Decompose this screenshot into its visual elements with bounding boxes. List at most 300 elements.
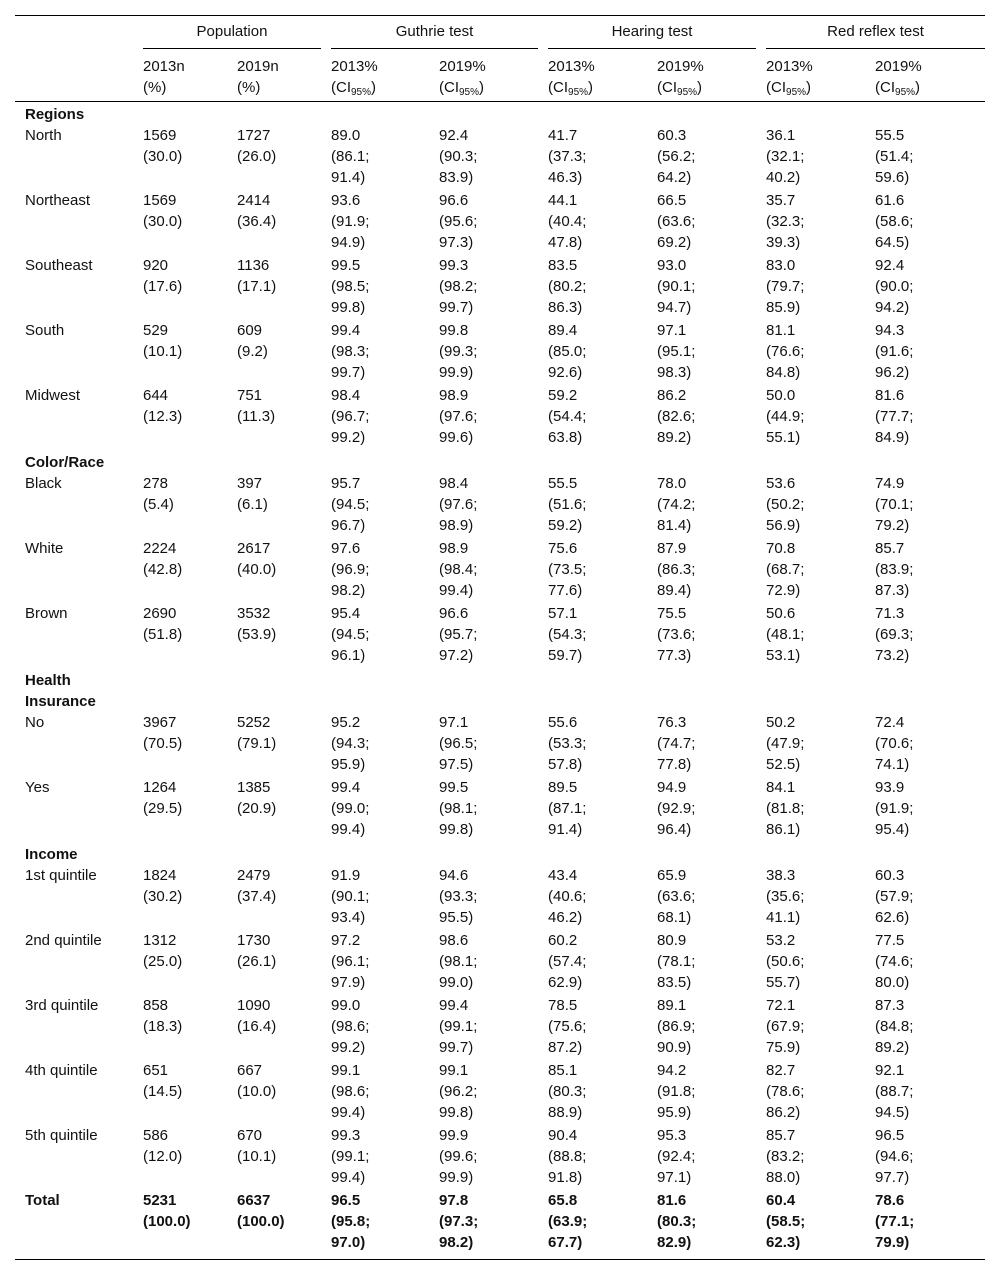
cell-value: 59.7)	[548, 647, 583, 664]
empty-cell	[647, 450, 756, 473]
cell-value: (96.5;	[439, 735, 478, 752]
empty-cell	[647, 668, 756, 712]
sub-header-year: 2019	[439, 58, 473, 75]
cell-value: (56.2;	[657, 148, 696, 165]
table-cell	[133, 473, 227, 538]
table-cell	[227, 777, 321, 842]
cell-value: 95.9)	[331, 756, 366, 773]
cell-value: (73.6;	[657, 626, 696, 643]
cell-value: (17.6)	[143, 278, 183, 295]
sub-header-unit: n	[270, 58, 279, 75]
cell-value: 1312	[143, 932, 177, 949]
group-header	[321, 16, 538, 50]
cell-value: 43.4	[548, 867, 578, 884]
cell-value: 94.2	[657, 1062, 687, 1079]
cell-value: 529	[143, 322, 169, 339]
cell-value: 96.4)	[657, 821, 692, 838]
cell-value: (98.1;	[439, 800, 478, 817]
table-cell	[756, 190, 865, 255]
cell-value: 59.2	[548, 387, 578, 404]
empty-cell	[865, 102, 985, 126]
cell-value: 95.9)	[657, 1104, 692, 1121]
cell-value: 99.5	[439, 779, 469, 796]
cell-value: (78.1;	[657, 953, 696, 970]
table-cell	[756, 125, 865, 190]
row-label: Brown	[25, 605, 68, 622]
cell-value: (85.0;	[548, 343, 587, 360]
cell-value: 99.1	[331, 1062, 361, 1079]
cell-value: 97.9)	[331, 974, 366, 991]
sub-header	[321, 49, 429, 102]
cell-value: 97.3)	[439, 234, 474, 251]
cell-value: 99.0	[331, 997, 361, 1014]
cell-value: (99.1;	[439, 1018, 478, 1035]
cell-value: (83.2;	[766, 1148, 805, 1165]
table-cell	[538, 255, 647, 320]
table-cell	[133, 865, 227, 930]
cell-value: (53.9)	[237, 626, 277, 643]
cell-value: 44.1	[548, 192, 578, 209]
cell-value: (70.5)	[143, 735, 183, 752]
table-cell	[756, 777, 865, 842]
cell-value: 61.6	[875, 192, 905, 209]
table-cell	[321, 995, 429, 1060]
cell-value: (90.1;	[331, 888, 370, 905]
cell-value: 89.1	[657, 997, 687, 1014]
group-header-label: Red reflex test	[766, 16, 985, 49]
cell-value: 95.5)	[439, 909, 474, 926]
cell-value: 89.4	[548, 322, 578, 339]
cell-value: (68.7;	[766, 561, 805, 578]
cell-value: (77.7;	[875, 408, 914, 425]
cell-value: 84.1	[766, 779, 796, 796]
cell-value: (96.9;	[331, 561, 370, 578]
table-cell	[429, 1125, 538, 1190]
table-cell	[227, 603, 321, 668]
section-header-row	[15, 102, 985, 126]
cell-value: 90.9)	[657, 1039, 692, 1056]
table-cell	[865, 190, 985, 255]
table-cell	[133, 1060, 227, 1125]
cell-value: 55.1)	[766, 429, 801, 446]
empty-cell	[865, 842, 985, 865]
cell-value: (94.5;	[331, 496, 370, 513]
table-row	[15, 1060, 985, 1125]
table-cell	[756, 603, 865, 668]
empty-cell	[133, 842, 227, 865]
table-cell	[538, 930, 647, 995]
table-cell	[647, 712, 756, 777]
cell-value: (50.6;	[766, 953, 805, 970]
cell-value: 98.9)	[439, 517, 474, 534]
row-label: 4th quintile	[25, 1062, 98, 1079]
cell-value: 68.1)	[657, 909, 692, 926]
cell-value: (10.0)	[237, 1083, 277, 1100]
section-title: Regions	[25, 106, 85, 123]
table-row	[15, 385, 985, 450]
cell-value: 87.9	[657, 540, 687, 557]
cell-value: (57.9;	[875, 888, 914, 905]
cell-value: 99.3	[439, 257, 469, 274]
cell-value: 72.1	[766, 997, 796, 1014]
table-cell	[647, 538, 756, 603]
cell-value: (97.3;	[439, 1213, 479, 1230]
cell-value: 53.2	[766, 932, 796, 949]
sub-header-close: )	[697, 79, 703, 96]
cell-value: 55.7)	[766, 974, 801, 991]
cell-value: (50.2;	[766, 496, 805, 513]
table-cell	[865, 930, 985, 995]
sub-header-detail: (CI	[657, 79, 678, 96]
sub-header-unit: %	[364, 58, 378, 75]
cell-value: 99.4	[331, 779, 361, 796]
cell-value: (76.6;	[766, 343, 805, 360]
cell-value: 65.9	[657, 867, 687, 884]
cell-value: 96.1)	[331, 647, 366, 664]
empty-cell	[647, 842, 756, 865]
cell-value: 39.3)	[766, 234, 801, 251]
table-cell	[647, 125, 756, 190]
table-cell	[756, 538, 865, 603]
group-header-label: Population	[143, 16, 321, 49]
cell-value: 83.0	[766, 257, 796, 274]
cell-value: (70.1;	[875, 496, 914, 513]
table-cell	[538, 190, 647, 255]
table-cell	[538, 320, 647, 385]
cell-value: (12.0)	[143, 1148, 183, 1165]
table-cell	[321, 473, 429, 538]
cell-value: 60.4	[766, 1192, 796, 1209]
table-cell	[429, 385, 538, 450]
table-cell	[647, 1125, 756, 1190]
cell-value: (58.6;	[875, 213, 914, 230]
cell-value: 85.1	[548, 1062, 578, 1079]
table-cell	[321, 865, 429, 930]
cell-value: 82.9)	[657, 1234, 692, 1251]
sub-header-year: 2019	[657, 58, 691, 75]
section-title: Income	[25, 846, 78, 863]
sub-header-unit: %	[472, 58, 486, 75]
cell-value: 94.6	[439, 867, 469, 884]
cell-value: 80.0)	[875, 974, 910, 991]
cell-value: 75.5	[657, 605, 687, 622]
cell-value: 3967	[143, 714, 177, 731]
table-cell	[538, 777, 647, 842]
cell-value: 75.6	[548, 540, 578, 557]
row-label: White	[25, 540, 64, 557]
cell-value: 1730	[237, 932, 271, 949]
cell-value: 72.4	[875, 714, 905, 731]
row-label: 3rd quintile	[25, 997, 99, 1014]
cell-value: 99.8)	[439, 821, 474, 838]
cell-value: (79.7;	[766, 278, 805, 295]
table-cell	[865, 385, 985, 450]
cell-value: (94.5;	[331, 626, 370, 643]
cell-value: (40.0)	[237, 561, 277, 578]
table-header	[15, 16, 985, 102]
cell-value: 92.6)	[548, 364, 583, 381]
table-cell	[321, 712, 429, 777]
cell-value: 99.7)	[331, 364, 366, 381]
empty-cell	[429, 450, 538, 473]
cell-value: 88.9)	[548, 1104, 583, 1121]
cell-value: 97.8	[439, 1192, 469, 1209]
cell-value: 66.5	[657, 192, 687, 209]
cell-value: 98.3)	[657, 364, 692, 381]
cell-value: 50.6	[766, 605, 796, 622]
cell-value: 97.1	[657, 322, 687, 339]
row-label: South	[25, 322, 65, 339]
cell-value: (93.3;	[439, 888, 478, 905]
cell-value: 86.2)	[766, 1104, 801, 1121]
cell-value: (75.6;	[548, 1018, 587, 1035]
cell-value: 64.2)	[657, 169, 692, 186]
table-cell	[865, 865, 985, 930]
cell-value: 5231	[143, 1192, 177, 1209]
cell-value: 920	[143, 257, 169, 274]
cell-value: (80.3;	[657, 1213, 697, 1230]
cell-value: 2690	[143, 605, 177, 622]
cell-value: (67.9;	[766, 1018, 805, 1035]
row-label: Yes	[25, 779, 50, 796]
cell-value: 94.5)	[875, 1104, 910, 1121]
cell-value: 79.9)	[875, 1234, 910, 1251]
cell-value: 67.7)	[548, 1234, 583, 1251]
table-cell	[321, 777, 429, 842]
corner-cell	[15, 16, 133, 50]
cell-value: 99.4)	[331, 821, 366, 838]
empty-cell	[133, 668, 227, 712]
table-cell	[227, 712, 321, 777]
cell-value: 70.8	[766, 540, 796, 557]
cell-value: (30.0)	[143, 148, 183, 165]
cell-value: (98.6;	[331, 1018, 370, 1035]
cell-value: (17.1)	[237, 278, 277, 295]
table-row	[15, 930, 985, 995]
table-cell	[538, 125, 647, 190]
cell-value: 97.7)	[875, 1169, 910, 1186]
sub-header-year: 2013	[766, 58, 800, 75]
empty-cell	[321, 842, 429, 865]
table-cell	[865, 538, 985, 603]
cell-value: (53.3;	[548, 735, 587, 752]
table-cell	[647, 320, 756, 385]
group-header-label: Hearing test	[548, 16, 756, 49]
sub-header	[133, 49, 227, 102]
cell-value: 5252	[237, 714, 271, 731]
cell-value: (95.7;	[439, 626, 478, 643]
cell-value: 74.9	[875, 475, 905, 492]
cell-value: 95.7	[331, 475, 361, 492]
sub-header-detail: (CI	[548, 79, 569, 96]
group-header	[538, 16, 756, 50]
empty-cell	[321, 450, 429, 473]
sub-header-close: )	[371, 79, 377, 96]
sub-header-close: )	[806, 79, 812, 96]
cell-value: 1090	[237, 997, 271, 1014]
cell-value: 60.2	[548, 932, 578, 949]
cell-value: 40.2)	[766, 169, 801, 186]
empty-cell	[865, 668, 985, 712]
table-cell	[865, 473, 985, 538]
table-cell	[429, 930, 538, 995]
sub-header-detail: (CI	[875, 79, 896, 96]
table-cell	[865, 1060, 985, 1125]
cell-value: (80.2;	[548, 278, 587, 295]
sub-header-year: 2019	[237, 58, 271, 75]
cell-value: 36.1	[766, 127, 796, 144]
cell-value: (88.7;	[875, 1083, 914, 1100]
cell-value: (78.6;	[766, 1083, 805, 1100]
table-cell	[647, 1190, 756, 1260]
group-header-label: Guthrie test	[331, 16, 538, 49]
cell-value: 3532	[237, 605, 271, 622]
cell-value: (70.6;	[875, 735, 914, 752]
table-cell	[227, 125, 321, 190]
cell-value: 84.9)	[875, 429, 910, 446]
cell-value: (98.3;	[331, 343, 370, 360]
cell-value: (80.3;	[548, 1083, 587, 1100]
cell-value: 2224	[143, 540, 177, 557]
table-cell	[756, 255, 865, 320]
cell-value: (98.2;	[439, 278, 478, 295]
cell-value: (10.1)	[237, 1148, 277, 1165]
ci-subscript: 95%	[459, 87, 480, 98]
table-cell	[865, 777, 985, 842]
cell-value: 96.6	[439, 605, 469, 622]
cell-value: (99.0;	[331, 800, 370, 817]
cell-value: (40.4;	[548, 213, 587, 230]
cell-value: 99.4)	[331, 1104, 366, 1121]
group-header-row	[15, 16, 985, 50]
table-cell	[647, 777, 756, 842]
cell-value: (96.2;	[439, 1083, 478, 1100]
table-row	[15, 190, 985, 255]
cell-value: (81.8;	[766, 800, 805, 817]
row-label: Northeast	[25, 192, 91, 209]
table-cell	[756, 865, 865, 930]
table-row	[15, 712, 985, 777]
cell-value: 76.3	[657, 714, 687, 731]
table-cell	[227, 320, 321, 385]
cell-value: 81.6	[875, 387, 905, 404]
table-cell	[133, 1125, 227, 1190]
table-cell	[756, 1060, 865, 1125]
section-header-row	[15, 668, 985, 712]
cell-value: 55.5	[548, 475, 578, 492]
cell-value: 89.2)	[875, 1039, 910, 1056]
cell-value: 98.6	[439, 932, 469, 949]
cell-value: 87.3	[875, 997, 905, 1014]
table-cell	[429, 777, 538, 842]
cell-value: 91.9	[331, 867, 361, 884]
sub-header-detail: (CI	[439, 79, 459, 96]
cell-value: 97.2)	[439, 647, 474, 664]
table-cell	[538, 1190, 647, 1260]
cell-value: 99.4)	[331, 1169, 366, 1186]
cell-value: 92.4	[875, 257, 905, 274]
cell-value: (18.3)	[143, 1018, 183, 1035]
cell-value: 47.8)	[548, 234, 583, 251]
cell-value: (94.6;	[875, 1148, 914, 1165]
cell-value: 1569	[143, 192, 177, 209]
cell-value: 81.1	[766, 322, 796, 339]
group-header	[133, 16, 321, 50]
table-cell	[321, 1060, 429, 1125]
table-cell	[321, 1125, 429, 1190]
table-cell	[865, 320, 985, 385]
cell-value: (90.1;	[657, 278, 696, 295]
empty-cell	[227, 102, 321, 126]
table-row	[15, 777, 985, 842]
sub-header-year: 2013	[548, 58, 582, 75]
table-cell	[865, 603, 985, 668]
ci-subscript: 95%	[786, 87, 807, 98]
table-cell	[429, 603, 538, 668]
table-cell	[227, 1190, 321, 1260]
cell-value: (92.9;	[657, 800, 696, 817]
table-cell	[321, 385, 429, 450]
empty-cell	[429, 668, 538, 712]
cell-value: 97.6	[331, 540, 361, 557]
cell-value: 99.4)	[439, 582, 474, 599]
cell-value: (73.5;	[548, 561, 587, 578]
cell-value: (51.4;	[875, 148, 914, 165]
cell-value: (12.3)	[143, 408, 183, 425]
cell-value: (10.1)	[143, 343, 183, 360]
cell-value: (63.6;	[657, 888, 696, 905]
table-cell	[756, 995, 865, 1060]
cell-value: (98.6;	[331, 1083, 370, 1100]
cell-value: (86.1;	[331, 148, 370, 165]
section-title: Color/Race	[25, 454, 105, 471]
cell-value: (58.5;	[766, 1213, 806, 1230]
table-cell	[429, 320, 538, 385]
cell-value: 96.5	[875, 1127, 905, 1144]
sub-header-year: 2013	[331, 58, 365, 75]
cell-value: 87.3)	[875, 582, 910, 599]
cell-value: 2414	[237, 192, 271, 209]
table-cell	[429, 1060, 538, 1125]
cell-value: (37.4)	[237, 888, 277, 905]
table-cell	[227, 473, 321, 538]
cell-value: (40.6;	[548, 888, 587, 905]
cell-value: 60.3	[875, 867, 905, 884]
cell-value: 50.2	[766, 714, 796, 731]
table-cell	[227, 995, 321, 1060]
table-cell	[321, 603, 429, 668]
cell-value: 99.7)	[439, 299, 474, 316]
cell-value: 78.6	[875, 1192, 905, 1209]
cell-value: (90.0;	[875, 278, 914, 295]
cell-value: 397	[237, 475, 263, 492]
cell-value: (42.8)	[143, 561, 183, 578]
cell-value: 41.7	[548, 127, 578, 144]
cell-value: 751	[237, 387, 263, 404]
table-cell	[321, 255, 429, 320]
table-row	[15, 125, 985, 190]
cell-value: 46.3)	[548, 169, 583, 186]
cell-value: (99.1;	[331, 1148, 370, 1165]
cell-value: 2479	[237, 867, 271, 884]
cell-value: (25.0)	[143, 953, 183, 970]
table-cell	[321, 538, 429, 603]
cell-value: 59.6)	[875, 169, 910, 186]
cell-value: 77.3)	[657, 647, 692, 664]
table-cell	[133, 538, 227, 603]
cell-value: 99.9)	[439, 1169, 474, 1186]
empty-cell	[756, 102, 865, 126]
